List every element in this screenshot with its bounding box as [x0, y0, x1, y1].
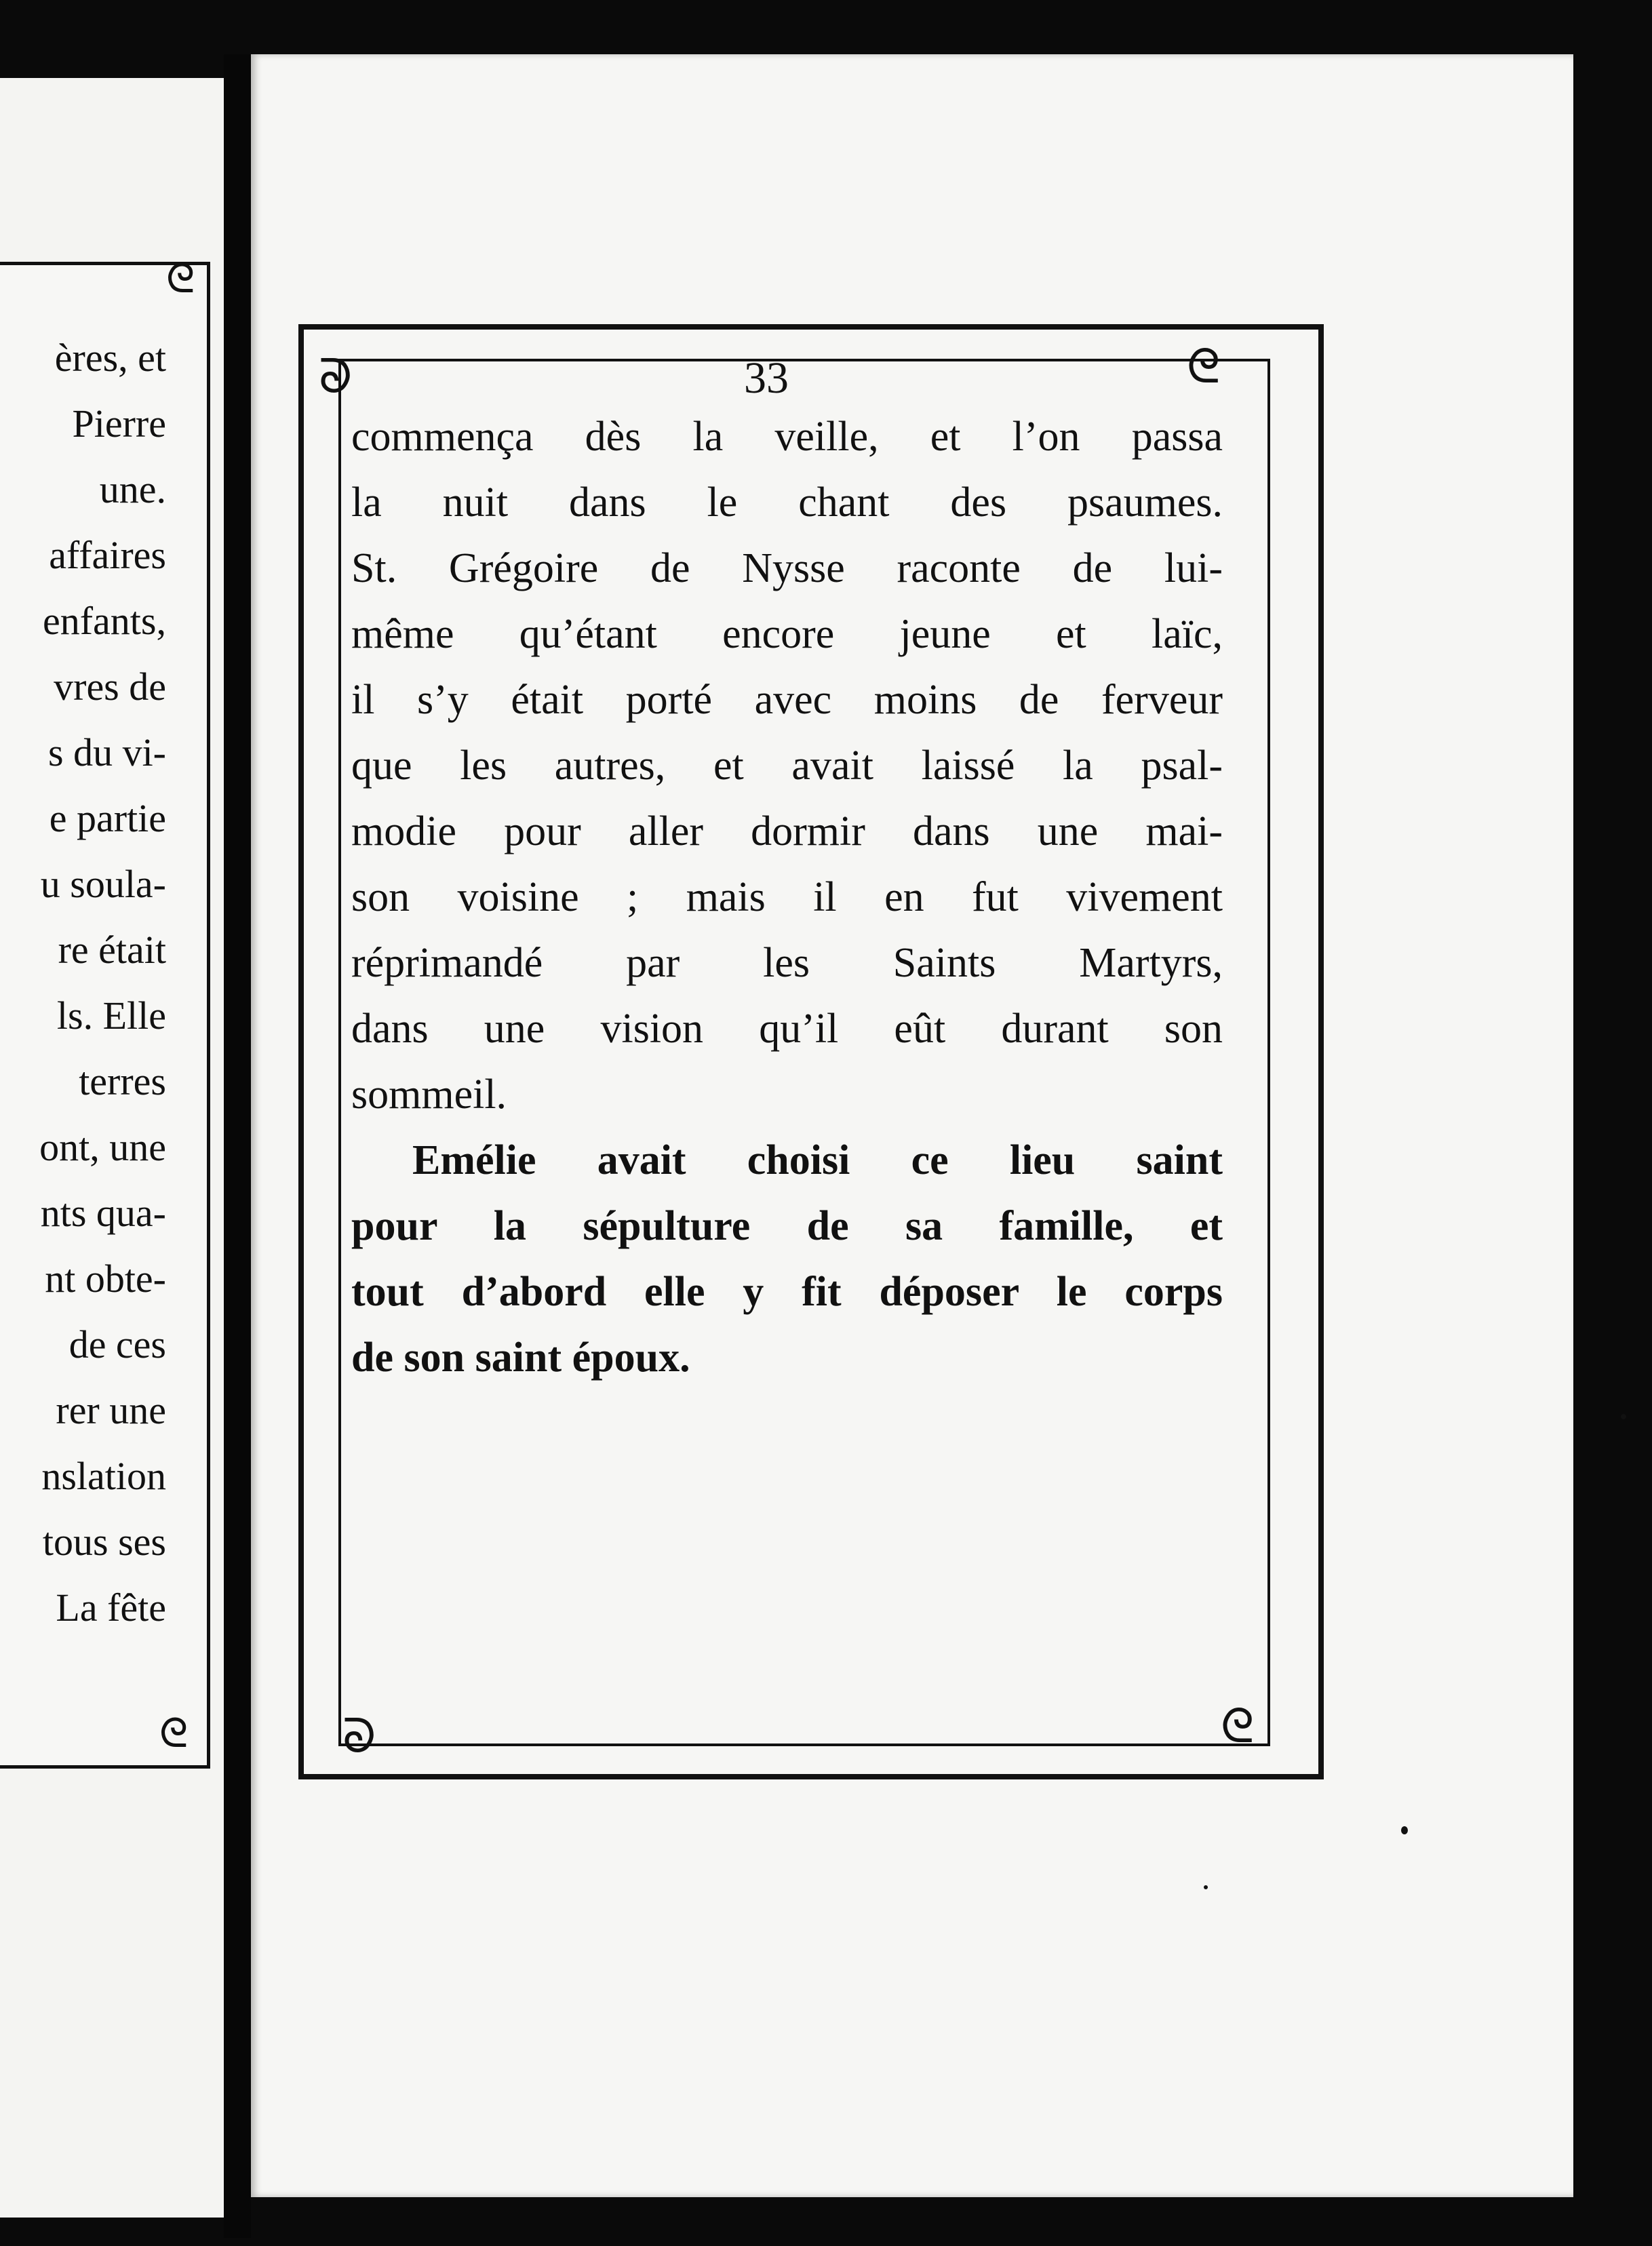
left-text-line: s du vi- — [48, 730, 166, 774]
body-text-line: de son saint époux. — [351, 1335, 690, 1381]
body-text-line: dans une vision qu’il eût durant son — [351, 1006, 1223, 1052]
left-text-line: Pierre — [72, 401, 166, 446]
print-speck — [1621, 1414, 1626, 1419]
left-text-line: une. — [99, 467, 166, 511]
body-text-line: sommeil. — [351, 1071, 507, 1118]
body-text-line: tout d’abord elle y fit déposer le corps — [351, 1269, 1223, 1315]
corner-ornament-bottom-right: ᘓ — [159, 1710, 189, 1757]
left-text-line: affaires — [49, 533, 166, 577]
print-speck — [1401, 1826, 1408, 1834]
corner-ornament-top-right: ᘓ — [1187, 338, 1221, 394]
body-text-line: son voisine ; mais il en fut vivement — [351, 874, 1223, 920]
body-text-line: que les autres, et avait laissé la psal- — [351, 743, 1223, 789]
left-text-line: tous ses — [42, 1520, 166, 1564]
left-text-line: u soula- — [40, 862, 166, 906]
body-text-line: St. Grégoire de Nysse raconte de lui- — [351, 545, 1223, 591]
left-text-line: enfants, — [43, 599, 166, 643]
page-number: 33 — [744, 353, 789, 403]
left-text-line: e partie — [49, 796, 166, 840]
body-text-line: pour la sépulture de sa famille, et — [351, 1203, 1223, 1249]
corner-ornament-bottom-right: ᘓ — [1221, 1698, 1255, 1754]
body-text-line: commença dès la veille, et l’on passa — [351, 414, 1223, 460]
left-text-line: de ces — [68, 1322, 166, 1366]
left-text-line: ères, et — [54, 336, 166, 380]
body-text-line: même qu’étant encore jeune et laïc, — [351, 611, 1223, 657]
body-text-line: Emélie avait choisi ce lieu saint — [412, 1137, 1223, 1183]
body-text-line: la nuit dans le chant des psaumes. — [351, 479, 1223, 526]
left-text-line: nslation — [41, 1454, 166, 1498]
left-text-line: terres — [79, 1059, 166, 1103]
print-speck — [1204, 1885, 1208, 1889]
left-text-line: ont, une — [39, 1125, 166, 1169]
left-text-line: ls. Elle — [56, 993, 166, 1038]
body-text-line: il s’y était porté avec moins de ferveur — [351, 677, 1223, 723]
corner-ornament-top-right: ᘓ — [166, 255, 195, 302]
left-text-line: La fête — [56, 1585, 166, 1630]
corner-ornament-bottom-left: ᘐ — [342, 1708, 376, 1764]
book-gutter — [224, 54, 251, 2238]
left-text-line: nt obte- — [45, 1257, 166, 1301]
body-text-line: réprimandé par les Saints Martyrs, — [351, 940, 1223, 986]
body-text-line: modie pour aller dormir dans une mai- — [351, 808, 1223, 854]
left-text-line: vres de — [54, 665, 166, 709]
corner-ornament-top-left: ᘐ — [319, 349, 353, 404]
left-text-line: nts qua- — [40, 1191, 166, 1235]
left-text-line: re était — [58, 928, 166, 972]
left-text-line: rer une — [56, 1388, 166, 1432]
left-page-frame — [0, 255, 210, 1769]
main-text-block — [351, 404, 1223, 1391]
